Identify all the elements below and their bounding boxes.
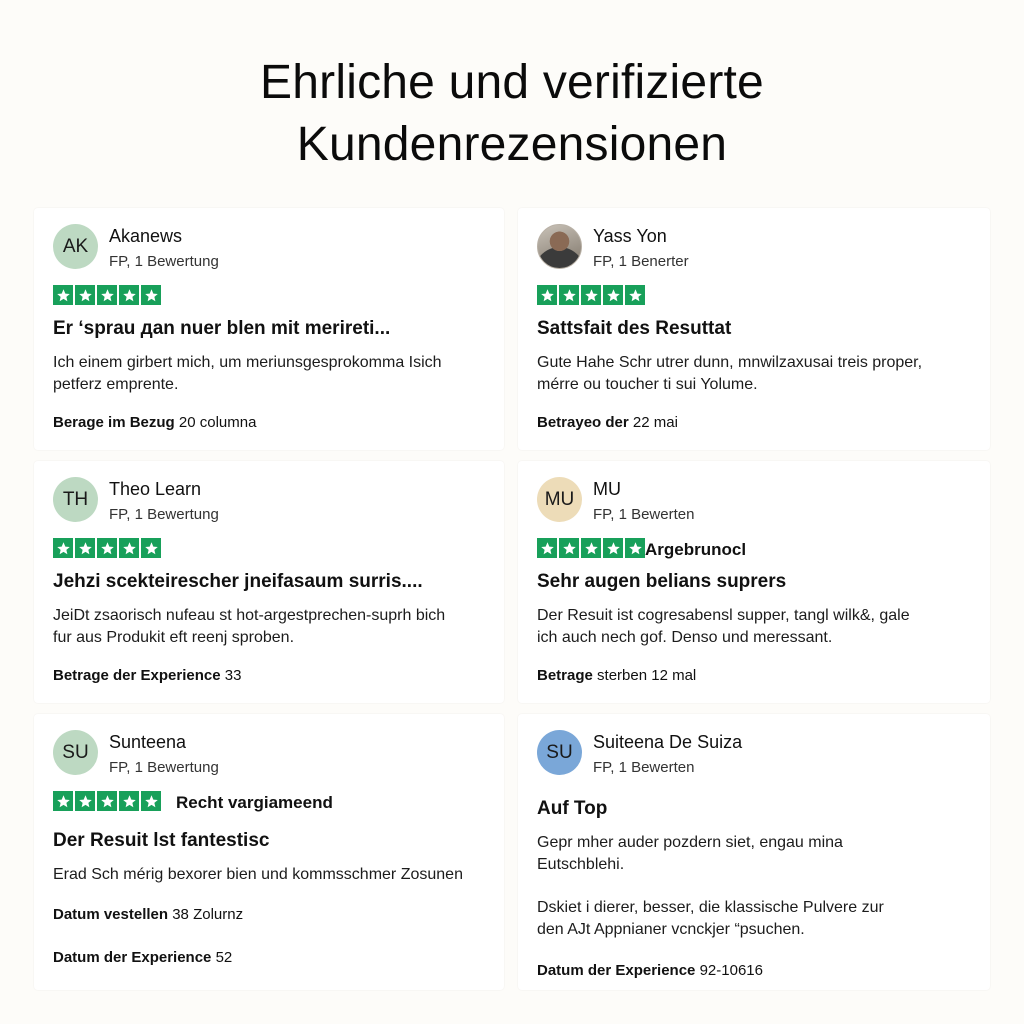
star-icon bbox=[97, 538, 117, 558]
reviewer-name: Theo Learn bbox=[109, 479, 202, 499]
star-icon bbox=[119, 538, 139, 558]
review-date-label: Datum vestellen bbox=[53, 906, 169, 923]
star-icon bbox=[53, 285, 73, 305]
review-body-line: Ich einem girbert mich, um merіunsgesprokomma Isich bbox=[53, 354, 442, 371]
star-icon bbox=[141, 538, 161, 558]
star-icon bbox=[97, 285, 117, 305]
review-body bbox=[537, 605, 977, 649]
star-rating bbox=[53, 538, 161, 558]
star-icon bbox=[581, 285, 601, 305]
reviewer-meta: FP, 1 Bewerten bbox=[593, 506, 695, 523]
reviewer-meta: FP, 1 Bewertung bbox=[109, 759, 219, 776]
review-date bbox=[537, 962, 763, 979]
review-order-date bbox=[53, 906, 243, 923]
review-body-line: JeiDt zsaorisch nufeau st hot-argestprechen-suprh bich bbox=[53, 607, 446, 624]
page-title-line-1: Ehrliche und verifizierte bbox=[260, 56, 764, 109]
review-body-line: Eutschblehi. bbox=[537, 856, 625, 873]
review-body-line: Dskiet i dierer, besser, die klassische Pulvere zur bbox=[537, 899, 884, 916]
avatar: TH bbox=[53, 477, 98, 522]
review-date bbox=[53, 667, 241, 684]
review-date-label: Betrage bbox=[537, 667, 593, 684]
review-title: Sehr augen belians suprers bbox=[537, 571, 787, 592]
page-title bbox=[0, 52, 1024, 176]
review-card bbox=[34, 208, 504, 450]
review-title: Der Resuit lst fantestisc bbox=[53, 830, 270, 851]
review-body-line: Gute Hahe Schr utrer dunn, mnwilzaxusai treis proper, bbox=[537, 354, 923, 371]
reviewer-name: Sunteena bbox=[109, 732, 187, 752]
review-body-line: Erad Sch mérig bexorer bien und kommsschmer Zosunen bbox=[53, 866, 463, 883]
review-title: Auf Top bbox=[537, 798, 608, 819]
user-photo-icon bbox=[537, 224, 582, 269]
star-icon bbox=[603, 285, 623, 305]
review-date-value: 52 bbox=[211, 949, 233, 966]
star-icon bbox=[119, 791, 139, 811]
star-icon bbox=[603, 538, 623, 558]
review-card bbox=[34, 461, 504, 703]
review-body bbox=[537, 832, 977, 876]
star-icon bbox=[119, 285, 139, 305]
star-rating bbox=[537, 285, 645, 305]
reviewer-name: Suiteena De Suiza bbox=[593, 732, 743, 752]
review-body-line: ich auch nech gof. Denso und meressant. bbox=[537, 629, 833, 646]
review-date-label: Betrayeo der bbox=[537, 414, 629, 431]
review-date-label: Berage im Bezug bbox=[53, 414, 175, 431]
star-icon bbox=[75, 791, 95, 811]
reviewer-meta: FP, 1 Bewertung bbox=[109, 506, 219, 523]
star-rating bbox=[53, 791, 161, 811]
review-date-value: sterben 12 mal bbox=[592, 667, 697, 684]
star-icon bbox=[53, 791, 73, 811]
reviewer-meta: FP, 1 Benerter bbox=[593, 253, 689, 270]
reviewer-name: Yass Yon bbox=[593, 226, 667, 246]
review-body bbox=[537, 352, 977, 396]
review-body-line: Gepr mher auder pozdern siet, engau mina bbox=[537, 834, 843, 851]
star-icon bbox=[581, 538, 601, 558]
star-icon bbox=[75, 285, 95, 305]
avatar: AK bbox=[53, 224, 98, 269]
review-title: Sattsfait des Resuttat bbox=[537, 318, 732, 339]
review-grid bbox=[34, 208, 990, 990]
star-icon bbox=[559, 538, 579, 558]
review-date-label: Datum der Experience bbox=[53, 949, 212, 966]
review-body-line: mérre ou toucher ti sui Yolume. bbox=[537, 376, 758, 393]
avatar: SU bbox=[537, 730, 582, 775]
star-icon bbox=[537, 538, 557, 558]
star-icon bbox=[97, 791, 117, 811]
review-body-line: Der Resuit ist cogresabensl supper, tangl wilk&, gale bbox=[537, 607, 910, 624]
review-card bbox=[518, 208, 990, 450]
review-body-extra bbox=[537, 897, 977, 941]
review-body-line: petferz emprente. bbox=[53, 376, 179, 393]
avatar: MU bbox=[537, 477, 582, 522]
review-card bbox=[34, 714, 504, 990]
star-icon bbox=[537, 285, 557, 305]
reviewer-meta: FP, 1 Bewertung bbox=[109, 253, 219, 270]
star-icon bbox=[625, 538, 645, 558]
star-icon bbox=[559, 285, 579, 305]
reviewer-name: Akanews bbox=[109, 226, 183, 246]
reviewer-name: MU bbox=[593, 479, 621, 499]
rating-label: Argebrunocl bbox=[645, 540, 747, 559]
review-date-value: 20 columna bbox=[174, 414, 257, 431]
review-body-line: fur aus Produkit eft reenj sproben. bbox=[53, 629, 295, 646]
page-title-line-2: Kundenrezensionen bbox=[296, 118, 728, 171]
review-card bbox=[518, 461, 990, 703]
review-date bbox=[537, 414, 678, 431]
star-icon bbox=[141, 285, 161, 305]
star-rating bbox=[537, 538, 645, 558]
review-body-line: den AJt Appnianer vcnckjer “psuchen. bbox=[537, 921, 805, 938]
star-rating bbox=[53, 285, 161, 305]
review-date bbox=[53, 949, 232, 966]
review-title: Er ‘sprau дan nuer blen mit merireti... bbox=[53, 318, 391, 339]
review-date bbox=[53, 414, 256, 431]
star-icon bbox=[141, 791, 161, 811]
review-date bbox=[537, 667, 696, 684]
review-card bbox=[518, 714, 990, 990]
review-body bbox=[53, 352, 493, 396]
review-date-value: 38 Zolurnz bbox=[168, 906, 244, 923]
rating-label: Recht vargiameend bbox=[176, 793, 333, 812]
star-icon bbox=[625, 285, 645, 305]
avatar: SU bbox=[53, 730, 98, 775]
reviewer-meta: FP, 1 Bewerten bbox=[593, 759, 695, 776]
review-body bbox=[53, 864, 493, 886]
review-date-label: Datum der Experience bbox=[537, 962, 696, 979]
review-date-value: 33 bbox=[220, 667, 242, 684]
review-date-value: 22 mai bbox=[628, 414, 678, 431]
review-date-label: Betrage der Experience bbox=[53, 667, 221, 684]
review-body bbox=[53, 605, 493, 649]
review-title: Jehzi scekteirescher јneifasaum surris.... bbox=[53, 571, 423, 592]
review-date-value: 92-10616 bbox=[695, 962, 763, 979]
star-icon bbox=[53, 538, 73, 558]
star-icon bbox=[75, 538, 95, 558]
